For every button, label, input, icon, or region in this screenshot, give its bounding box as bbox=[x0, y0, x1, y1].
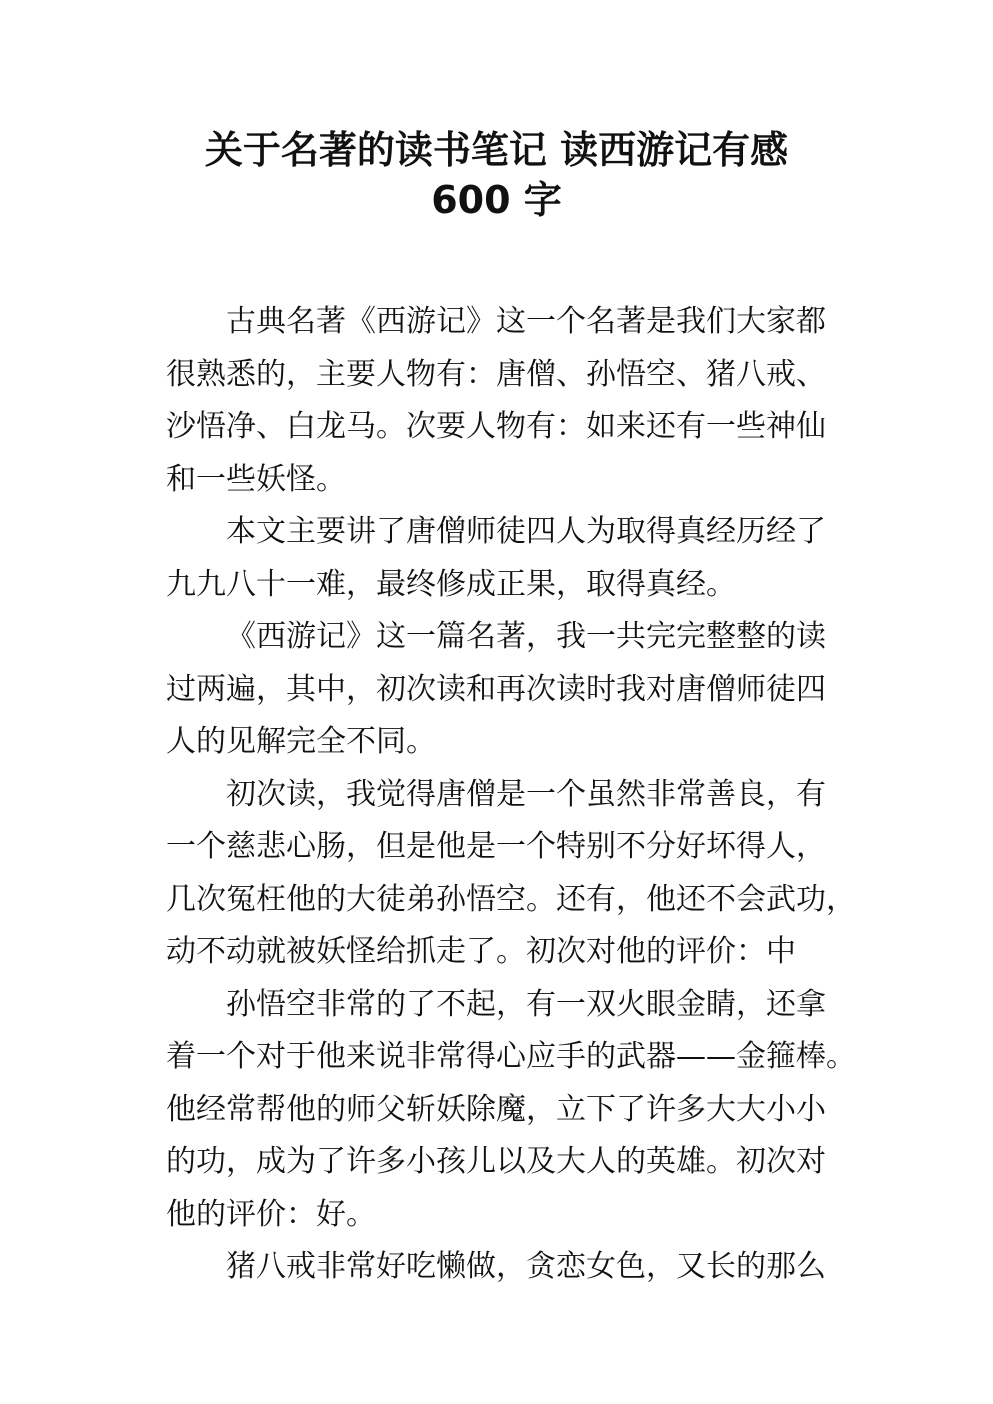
paragraph-line: 人的见解完全不同。 bbox=[166, 724, 436, 759]
paragraph-line: 一个慈悲心肠，但是他是一个特别不分好坏得人， bbox=[166, 829, 826, 864]
paragraph-line: 的功，成为了许多小孩儿以及大人的英雄。初次对 bbox=[166, 1144, 826, 1179]
paragraph-line: 九九八十一难，最终修成正果，取得真经。 bbox=[166, 566, 736, 602]
paragraph-line: 古典名著《西游记》这一个名著是我们大家都 bbox=[226, 304, 826, 339]
paragraph-line: 初次读，我觉得唐僧是一个虽然非常善良，有 bbox=[226, 776, 826, 812]
paragraph-line: 沙悟净、白龙马。次要人物有：如来还有一些神仙 bbox=[166, 409, 826, 444]
paragraph-line: 过两遍，其中，初次读和再次读时我对唐僧师徒四 bbox=[166, 671, 826, 707]
document-title-line-1: 关于名著的读书笔记 读西游记有感 bbox=[204, 128, 789, 172]
document-body bbox=[166, 296, 856, 1294]
paragraph-line: 他的评价：好。 bbox=[166, 1196, 376, 1232]
paragraph bbox=[166, 611, 856, 769]
paragraph-line: 几次冤枉他的大徒弟孙悟空。还有，他还不会武功， bbox=[166, 881, 856, 917]
paragraph-line: 《西游记》这一篇名著，我一共完完整整的读 bbox=[226, 619, 826, 654]
paragraph-line: 猪八戒非常好吃懒做，贪恋女色，又长的那么 bbox=[226, 1249, 826, 1284]
paragraph-line: 孙悟空非常的了不起，有一双火眼金睛，还拿 bbox=[226, 986, 826, 1022]
document-title-line-2: 600 字 bbox=[431, 178, 562, 222]
paragraph bbox=[166, 506, 856, 611]
paragraph-line: 很熟悉的，主要人物有：唐僧、孙悟空、猪八戒、 bbox=[166, 356, 826, 392]
paragraph-line: 本文主要讲了唐僧师徒四人为取得真经历经了 bbox=[226, 514, 826, 549]
paragraph bbox=[166, 979, 856, 1242]
paragraph-line: 动不动就被妖怪给抓走了。初次对他的评价：中 bbox=[166, 934, 796, 969]
paragraph bbox=[166, 769, 856, 979]
paragraph bbox=[166, 1241, 856, 1294]
paragraph-line: 和一些妖怪。 bbox=[166, 461, 346, 497]
paragraph-line: 他经常帮他的师父斩妖除魔，立下了许多大大小小 bbox=[166, 1091, 826, 1127]
paragraph-line: 着一个对于他来说非常得心应手的武器——金箍棒。 bbox=[166, 1039, 856, 1074]
paragraph bbox=[166, 296, 856, 506]
